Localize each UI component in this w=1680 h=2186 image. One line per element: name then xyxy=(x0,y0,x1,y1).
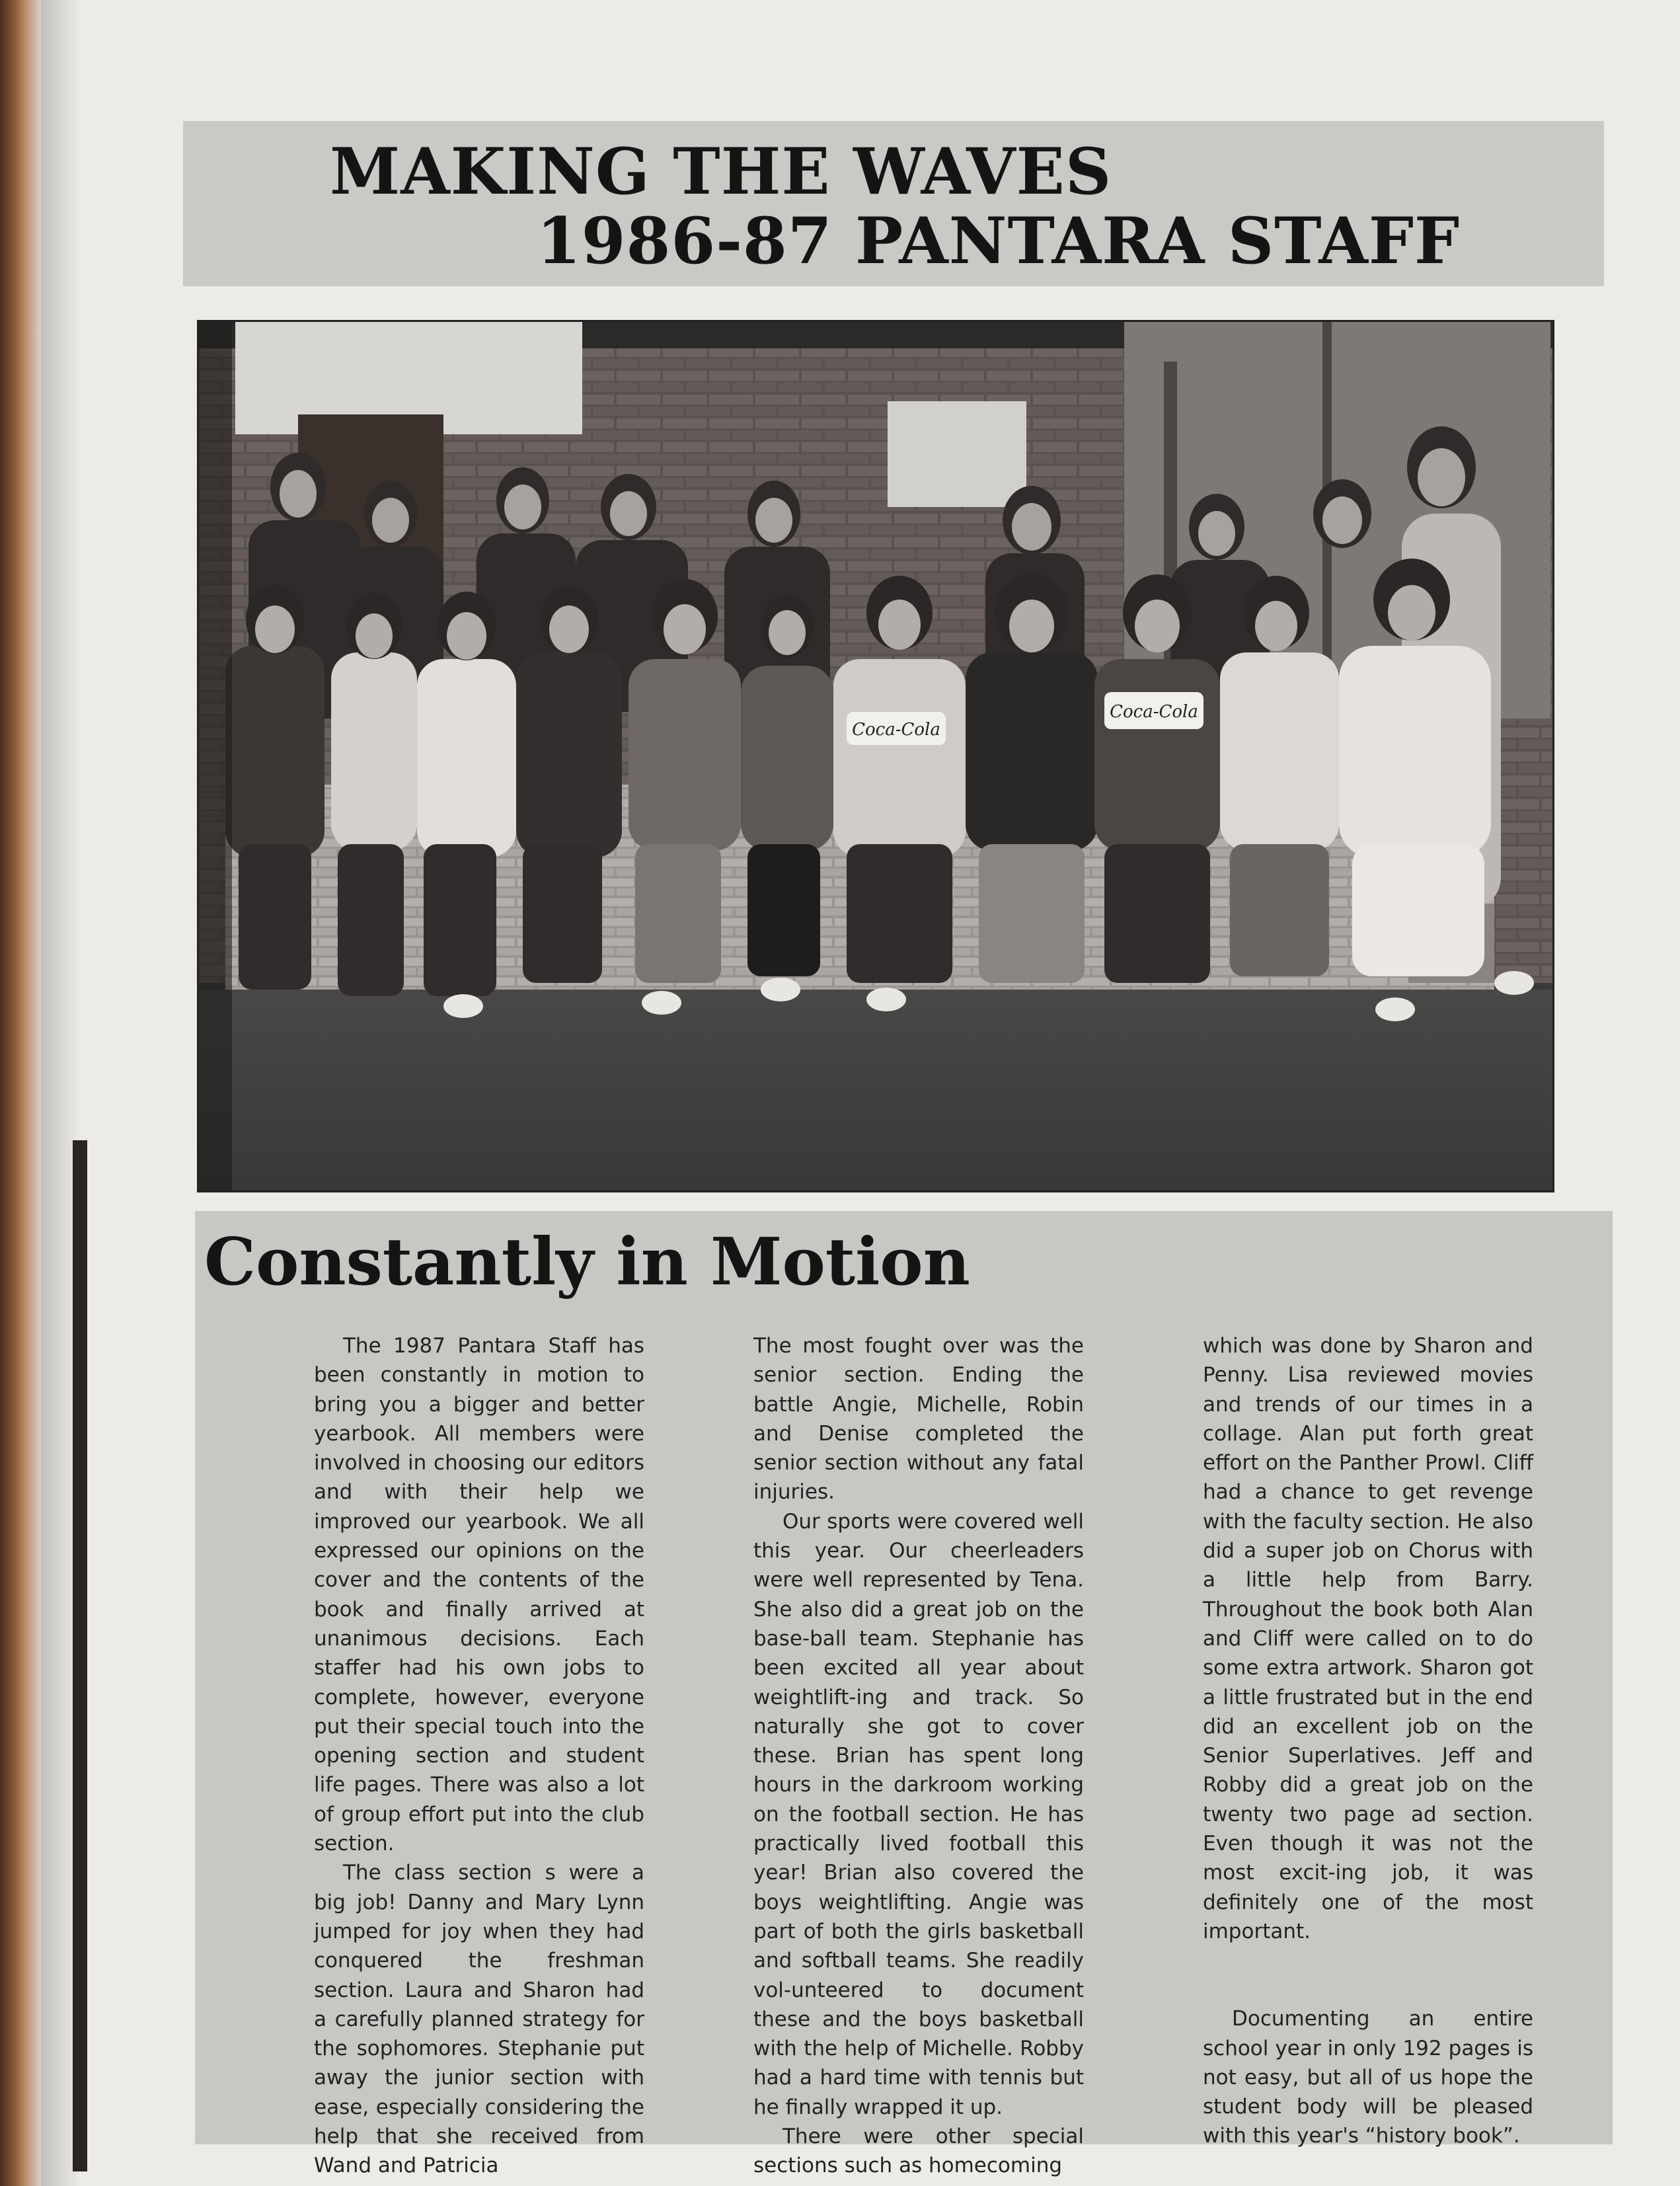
article-column-1 xyxy=(314,1331,644,2181)
article-panel xyxy=(195,1211,1613,2178)
column-1-paragraph-1: The 1987 Pantara Staff has been constantly in motion to bring you a bigger and better yearbook. All members were involved in choosing our editors and with their help we improved our yearbook. We all expressed our opinions on the cover and the contents of the book and finally arrived at unanimous decisions. Each staffer had his own jobs to complete, however, everyone put their special touch into the opening section and student life pages. There was also a lot of group effort put into the club section. xyxy=(314,1334,644,1856)
binding-strip xyxy=(73,1140,87,2171)
column-2-paragraph-3: There were other special sections such as homecoming xyxy=(753,2125,1084,2178)
column-2-paragraph-2: Our sports were covered well this year. Our cheerleaders were well represented by Tena. She also did a great job on the base-ball team. Stephanie has been excited all year about weightlift-ing and track. So naturally she got to cover these. Brian has spent long hours in the darkroom working on the football section. He has practically lived football this year! Brian also covered the boys weightlifting. Angie was part of both the girls basketball and softball teams. She readily vol-unteered to document these and the boys basketball with the help of Michelle. Robby had a hard time with tennis but he finally wrapped it up. xyxy=(753,1509,1084,2119)
book-binding-edge xyxy=(0,0,41,2186)
shirt-logo-1: Coca-Cola xyxy=(852,720,940,740)
title-line-2: 1986-87 PANTARA STAFF xyxy=(537,204,1461,278)
shirt-logo-2: Coca-Cola xyxy=(1110,702,1198,722)
article-column-2 xyxy=(753,1331,1084,2181)
column-1-paragraph-2: The class section s were a big job! Danny and Mary Lynn jumped for joy when they had conquered the freshman section. Laura and Sharon had a carefully planned strategy for the sophomores. Stephanie put away the junior section with ease, especially considering the help that she received from Wand and Patricia xyxy=(314,1861,644,2178)
title-line-1: MAKING THE WAVES xyxy=(330,134,1112,209)
section-heading: Constantly in Motion xyxy=(204,1224,970,1300)
group-photo-illustration xyxy=(199,322,1552,1191)
title-banner xyxy=(183,121,1604,286)
staff-group-photo xyxy=(197,320,1554,1192)
column-2-paragraph-1: The most fought over was the senior section. Ending the battle Angie, Michelle, Robin and Denise completed the senior section without any fatal injuries. xyxy=(753,1334,1084,1504)
column-3-paragraph-1: which was done by Sharon and Penny. Lisa reviewed movies and trends of our times in a collage. Alan put forth great effort on the Panther Prowl. Cliff had a chance to get revenge with the faculty section. He also did a super job on Chorus with a little help from Barry. Throughout the book both Alan and Cliff were called on to do some extra artwork. Sharon got a little frustrated but in the end did an excellent job on the Senior Superlatives. Jeff and Robby did a great job on the twenty two page ad section. Even though it was not the most excit-ing job, it was definitely one of the most important. xyxy=(1203,1334,1533,1943)
article-column-3 xyxy=(1203,1331,1533,2151)
column-3-paragraph-2: Documenting an entire school year in only 192 pages is not easy, but all of us hope the student body will be pleased with this year's “history book”. xyxy=(1203,2007,1533,2148)
